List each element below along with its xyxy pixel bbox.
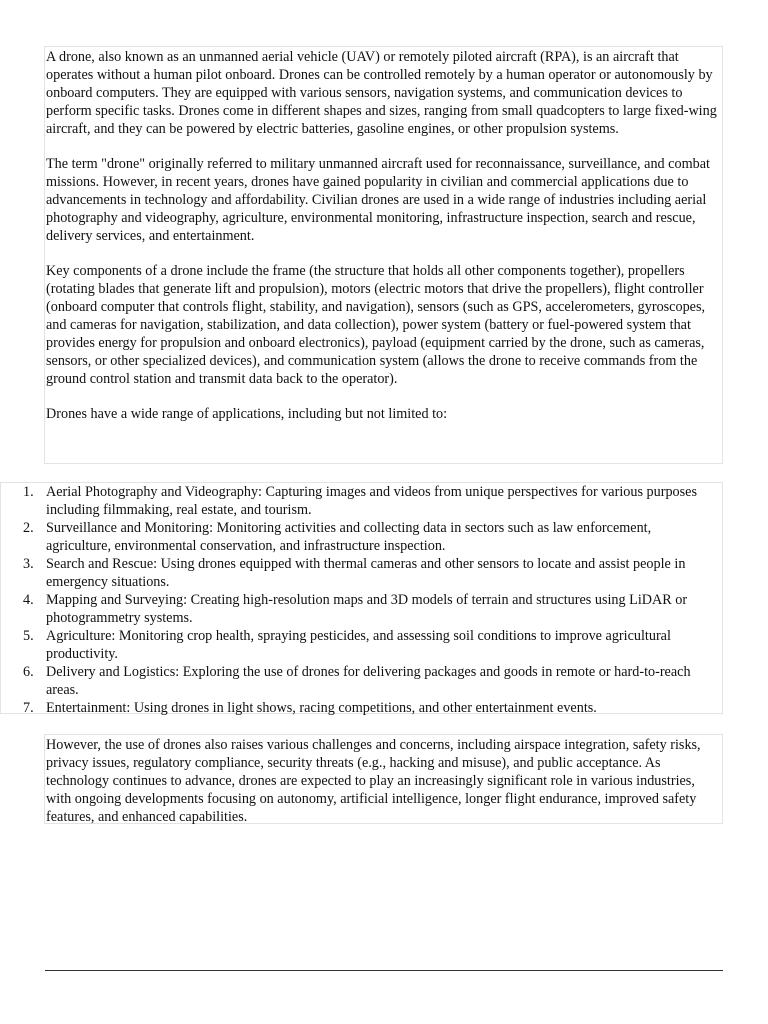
- applications-list: [1, 483, 722, 717]
- footer-divider: [45, 970, 723, 971]
- outro-paragraph: However, the use of drones also raises various challenges and concerns, including airspace integration, safety risks, privacy issues, regulatory compliance, security threats (e.g., hacking and misuse), and public acceptance. As technology continues to advance, drones are expected to play an increasingly significant role in various industries, with ongoing developments focusing on autonomy, artificial intelligence, longer flight endurance, improved safety features, and enhanced capabilities.: [46, 737, 701, 825]
- list-item-number: 6.: [23, 664, 34, 680]
- list-item: [1, 483, 722, 519]
- list-item-number: 2.: [23, 520, 34, 536]
- list-item: [1, 519, 722, 555]
- intro-section: [44, 46, 723, 464]
- list-item: [1, 627, 722, 663]
- applications-list-section: [0, 482, 723, 714]
- list-item-text: Mapping and Surveying: Creating high-resolution maps and 3D models of terrain and structures using LiDAR or photogrammetry systems.: [46, 592, 688, 626]
- list-item-text: Delivery and Logistics: Exploring the use of drones for delivering packages and goods in remote or hard-to-reach areas.: [46, 664, 691, 698]
- list-item-text: Entertainment: Using drones in light shows, racing competitions, and other entertainment events.: [46, 700, 597, 716]
- intro-paragraph-applications-lead: Drones have a wide range of applications, including but not limited to:: [46, 406, 448, 422]
- list-item-number: 7.: [23, 700, 34, 716]
- list-item: [1, 591, 722, 627]
- list-item: [1, 555, 722, 591]
- list-item-number: 1.: [23, 484, 34, 500]
- outro-section: [44, 734, 723, 824]
- list-item-text: Search and Rescue: Using drones equipped with thermal cameras and other sensors to locate and assist people in emergency situations.: [46, 556, 686, 590]
- intro-paragraph-components: Key components of a drone include the frame (the structure that holds all other components together), propellers (rotating blades that generate lift and propulsion), motors (electric motors that drive the propellers), flight controller (onboard computer that controls flight, stability, and navigation), sensors (such as GPS, accelerometers, gyroscopes, and cameras for navigation, stabilization, and data collection), power system (battery or fuel-powered system that provides energy for propulsion and onboard electronics), payload (equipment carried by the drone, such as cameras, sensors, or other specialized devices), and communication system (allows the drone to receive commands from the ground control station and transmit data back to the operator).: [46, 263, 706, 387]
- intro-paragraph-definition: A drone, also known as an unmanned aerial vehicle (UAV) or remotely piloted aircraft (RPA), is an aircraft that operates without a human pilot onboard. Drones can be controlled remotely by a human operator or autonomously by onboard computers. They are equipped with various sensors, navigation systems, and communication devices to perform specific tasks. Drones come in different shapes and sizes, ranging from small quadcopters to large fixed-wing aircraft, and they can be powered by electric batteries, gasoline engines, or other propulsion systems.: [46, 49, 717, 137]
- list-item-number: 3.: [23, 556, 34, 572]
- list-item-number: 4.: [23, 592, 34, 608]
- list-item: [1, 663, 722, 699]
- list-item-text: Agriculture: Monitoring crop health, spraying pesticides, and assessing soil conditions to improve agricultural productivity.: [46, 628, 671, 662]
- intro-paragraph-history: The term "drone" originally referred to military unmanned aircraft used for reconnaissance, surveillance, and combat missions. However, in recent years, drones have gained popularity in civilian and commercial applications due to advancements in technology and affordability. Civilian drones are used in a wide range of industries including aerial photography and videography, agriculture, environmental monitoring, infrastructure inspection, search and rescue, delivery services, and entertainment.: [46, 156, 710, 244]
- list-item: [1, 699, 722, 717]
- list-item-text: Aerial Photography and Videography: Capturing images and videos from unique perspectives for various purposes including filmmaking, real estate, and tourism.: [46, 484, 697, 518]
- list-item-number: 5.: [23, 628, 34, 644]
- list-item-text: Surveillance and Monitoring: Monitoring activities and collecting data in sectors such as law enforcement, agriculture, environmental conservation, and infrastructure inspection.: [46, 520, 652, 554]
